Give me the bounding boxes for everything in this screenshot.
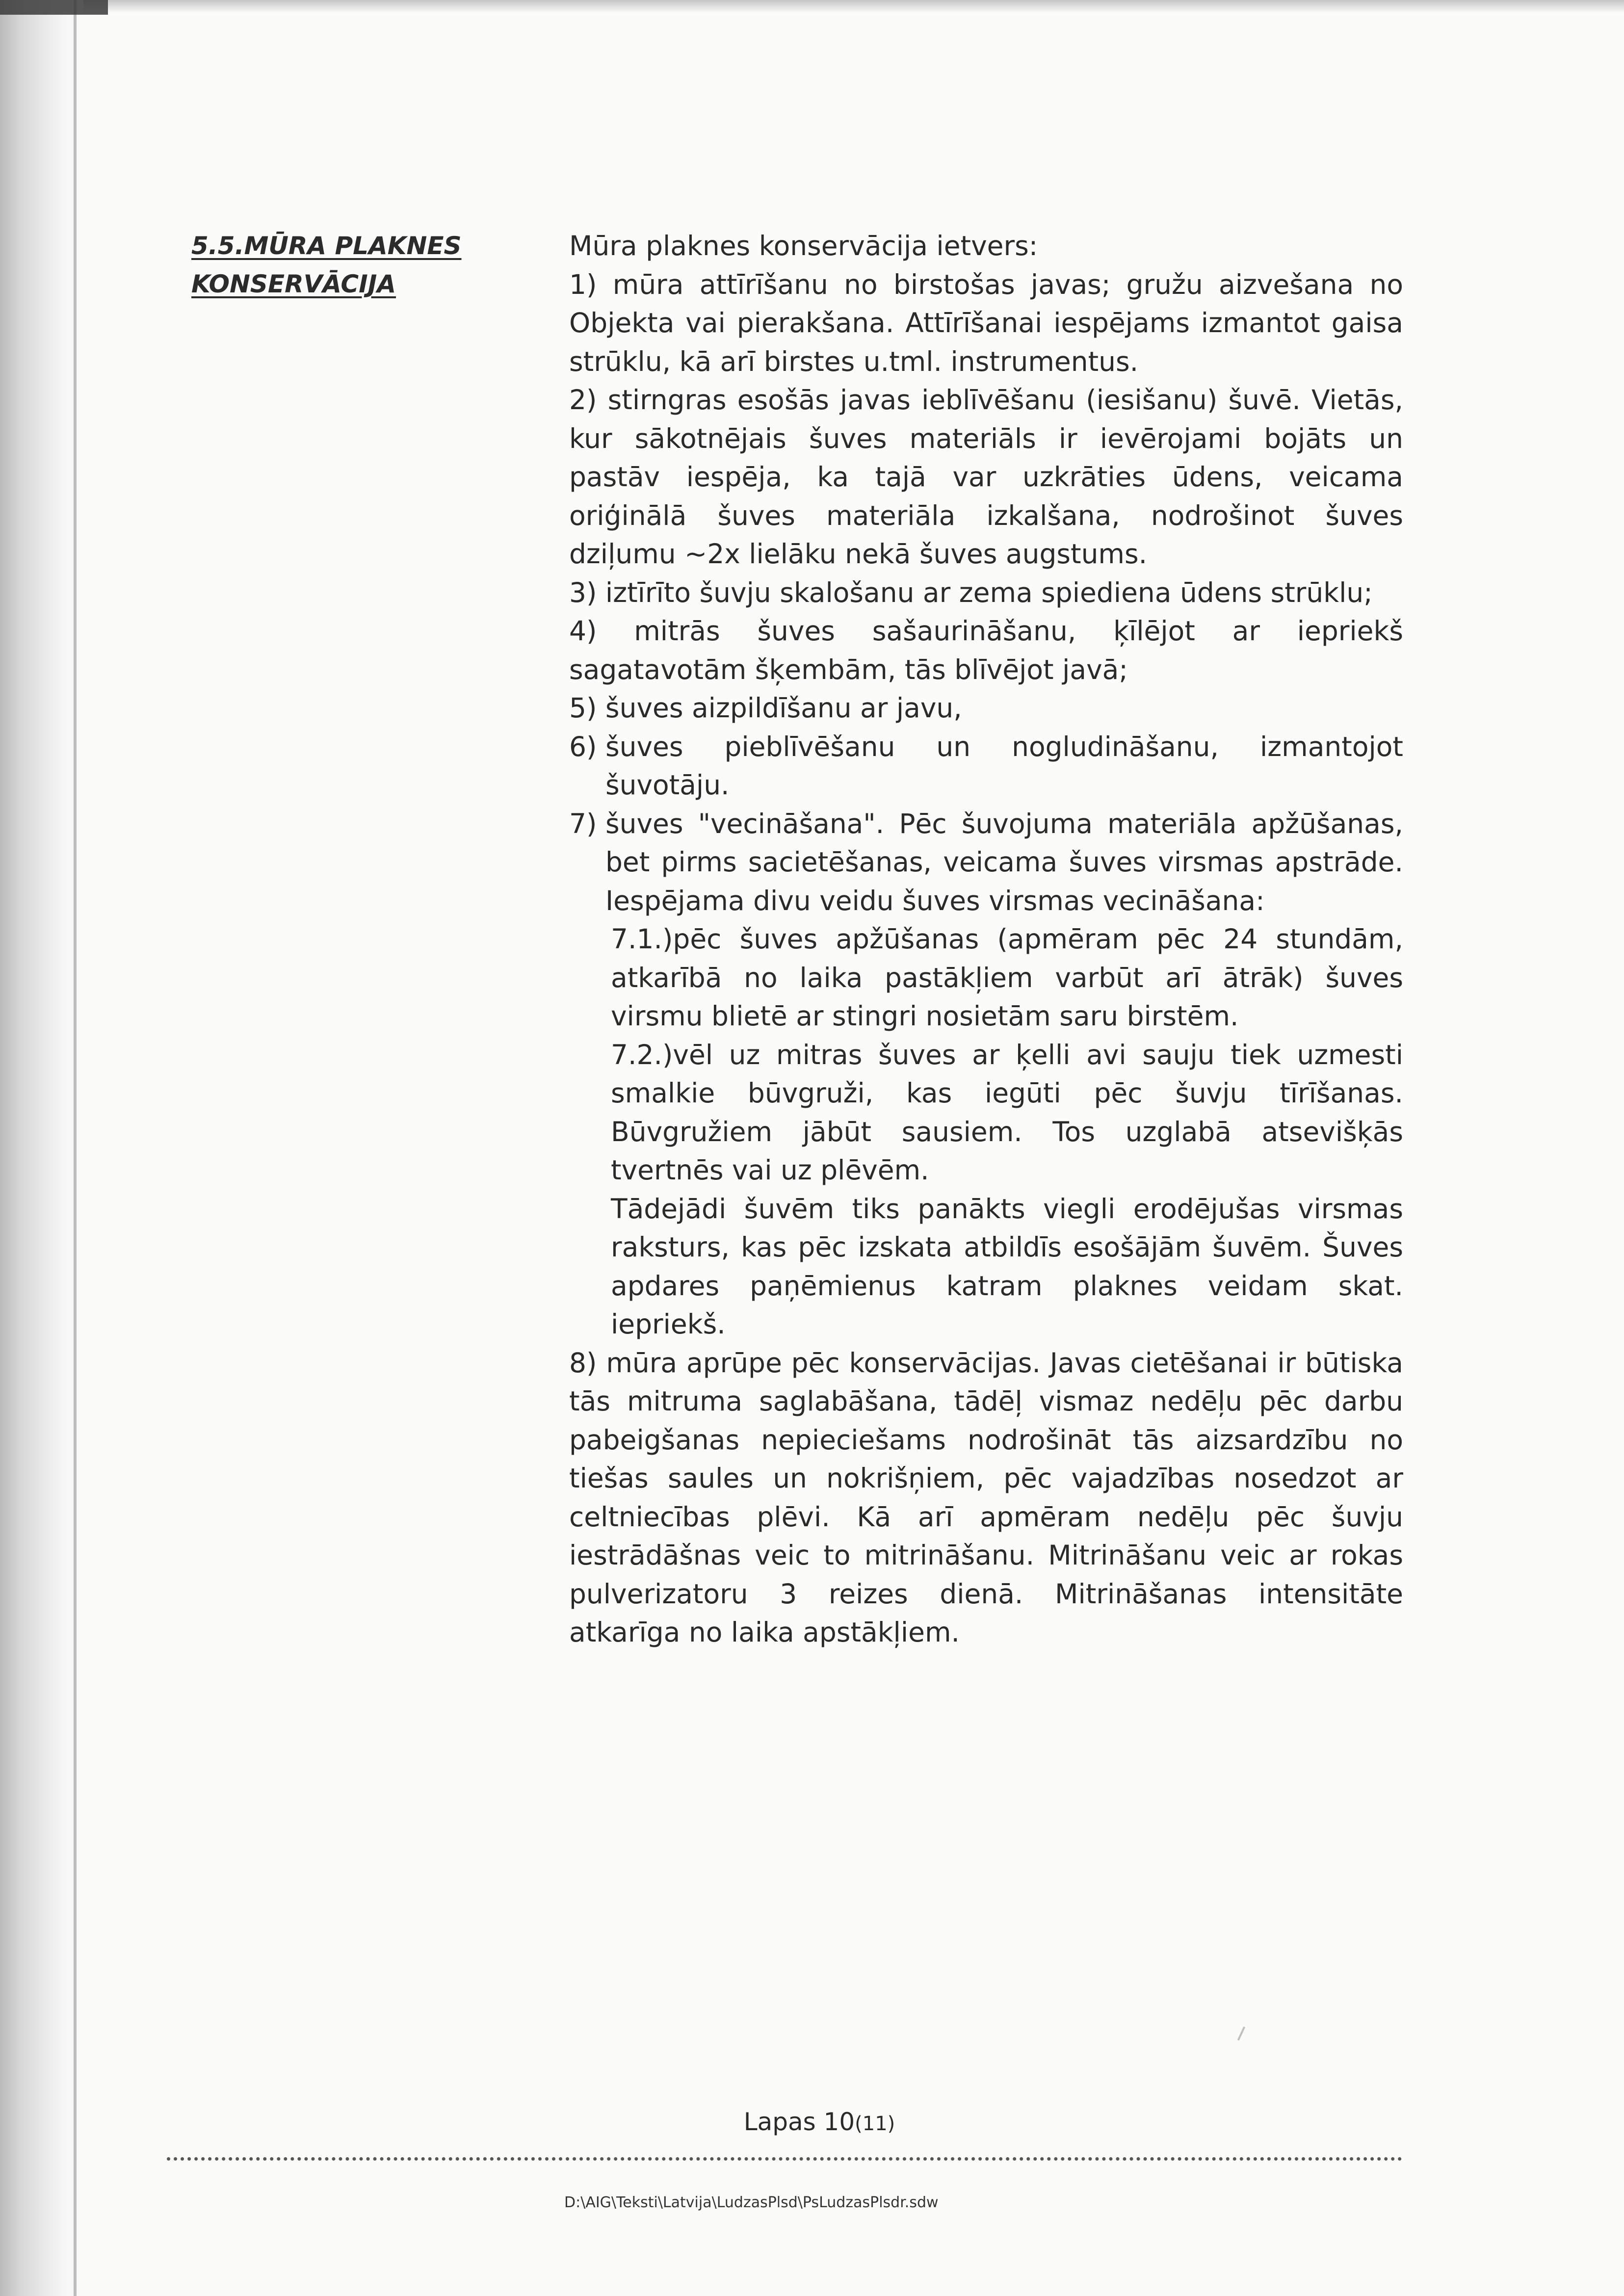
list-item-6-number: 6) [569, 731, 605, 762]
list-item-6-text: šuves pieblīvēšanu un nogludināšanu, izmantojot šuvotāju. [605, 731, 1403, 801]
section-heading-line-1: 5.5.MŪRA PLAKNES [191, 232, 462, 260]
footer-divider [167, 2157, 1402, 2161]
list-item-6 [569, 728, 1403, 805]
list-item-7-conclusion: Tādejādi šuvēm tiks panākts viegli erodējušas virsmas raksturs, kas pēc izskata atbildīs esošājām šuvēm. Šuves apdares paņēmienus katram plaknes veidam skat. iepriekš. [611, 1193, 1403, 1340]
footer-file-path: D:\AIG\Teksti\Latvija\LudzasPlsd\PsLudzasPlsdr.sdw [564, 2194, 939, 2211]
page-number-label: Lapas 10 [743, 2108, 855, 2136]
list-item-7-text: šuves "vecināšana". Pēc šuvojuma materiāla apžūšanas, bet pirms sacietēšanas, veicama šuves virsmas apstrāde. Iespējama divu veidu šuves virsmas vecināšana: [605, 808, 1403, 916]
scan-left-margin [0, 0, 83, 2296]
page-total: (11) [855, 2113, 895, 2135]
section-heading-line-2: KONSERVĀCIJA [191, 270, 396, 298]
scan-binding-line [74, 0, 77, 2296]
list-item-8: 8) mūra aprūpe pēc konservācijas. Javas cietēšanai ir būtiska tās mitruma saglabāšana, tādēļ vismaz nedēļu pēc darbu pabeigšanas nepieciešams nodrošināt tās aizsardzību no tiešas saules un nokrišņiem, pēc vajadzības nosedzot ar celtniecības plēvi. Kā arī apmēram nedēļu pēc šuvju iestrādāšnas veic to mitrināšanu. Mitrināšanu veic ar rokas pulverizatoru 3 reizes dienā. Mitrināšanas intensitāte atkarīga no laika apstākļiem. [569, 1347, 1403, 1648]
page-number [716, 2105, 922, 2141]
section-heading [191, 227, 535, 303]
list-item-7-number: 7) [569, 808, 605, 839]
list-item-5: 5) šuves aizpildīšanu ar javu, [569, 692, 962, 724]
list-item-3: 3) iztīrīto šuvju skalošanu ar zema spiediena ūdens strūklu; [569, 576, 1373, 608]
scan-corner-mark [0, 0, 108, 15]
list-item-1: 1) mūra attīrīšanu no birstošas javas; gružu aizvešana no Objekta vai pierakšana. Attīrīšanai iespējams izmantot gaisa strūklu, kā arī birstes u.tml. instrumentus. [569, 268, 1403, 377]
list-item-4: 4) mitrās šuves sašaurināšanu, ķīlējot ar iepriekš sagatavotām šķembām, tās blīvējot javā; [569, 615, 1403, 685]
pen-mark [1237, 2027, 1245, 2041]
scan-top-shadow [0, 0, 1624, 13]
section-body [569, 227, 1403, 1652]
list-item-7 [569, 805, 1403, 920]
list-item-7-1: 7.1.)pēc šuves apžūšanas (apmēram pēc 24 stundām, atkarībā no laika pastākļiem varbūt arī ātrāk) šuves virsmu blietē ar stingri nosietām saru birstēm. [611, 923, 1403, 1032]
intro-paragraph: Mūra plaknes konservācija ietvers: [569, 230, 1038, 261]
list-item-7-body [605, 805, 1403, 920]
list-item-2: 2) stirngras esošās javas ieblīvēšanu (iesišanu) šuvē. Vietās, kur sākotnējais šuves materiāls ir ievērojami bojāts un pastāv iespēja, ka tajā var uzkrāties ūdens, veicama oriģinālā šuves materiāla izkalšana, nodrošinot šuves dziļumu ~2x lielāku nekā šuves augstums. [569, 384, 1403, 570]
list-item-7-2: 7.2.)vēl uz mitras šuves ar ķelli avi sauju tiek uzmesti smalkie būvgruži, kas iegūti pēc šuvju tīrīšanas. Būvgružiem jābūt sausiem. Tos uzglabā atsevišķās tvertnēs vai uz plēvēm. [611, 1039, 1403, 1186]
